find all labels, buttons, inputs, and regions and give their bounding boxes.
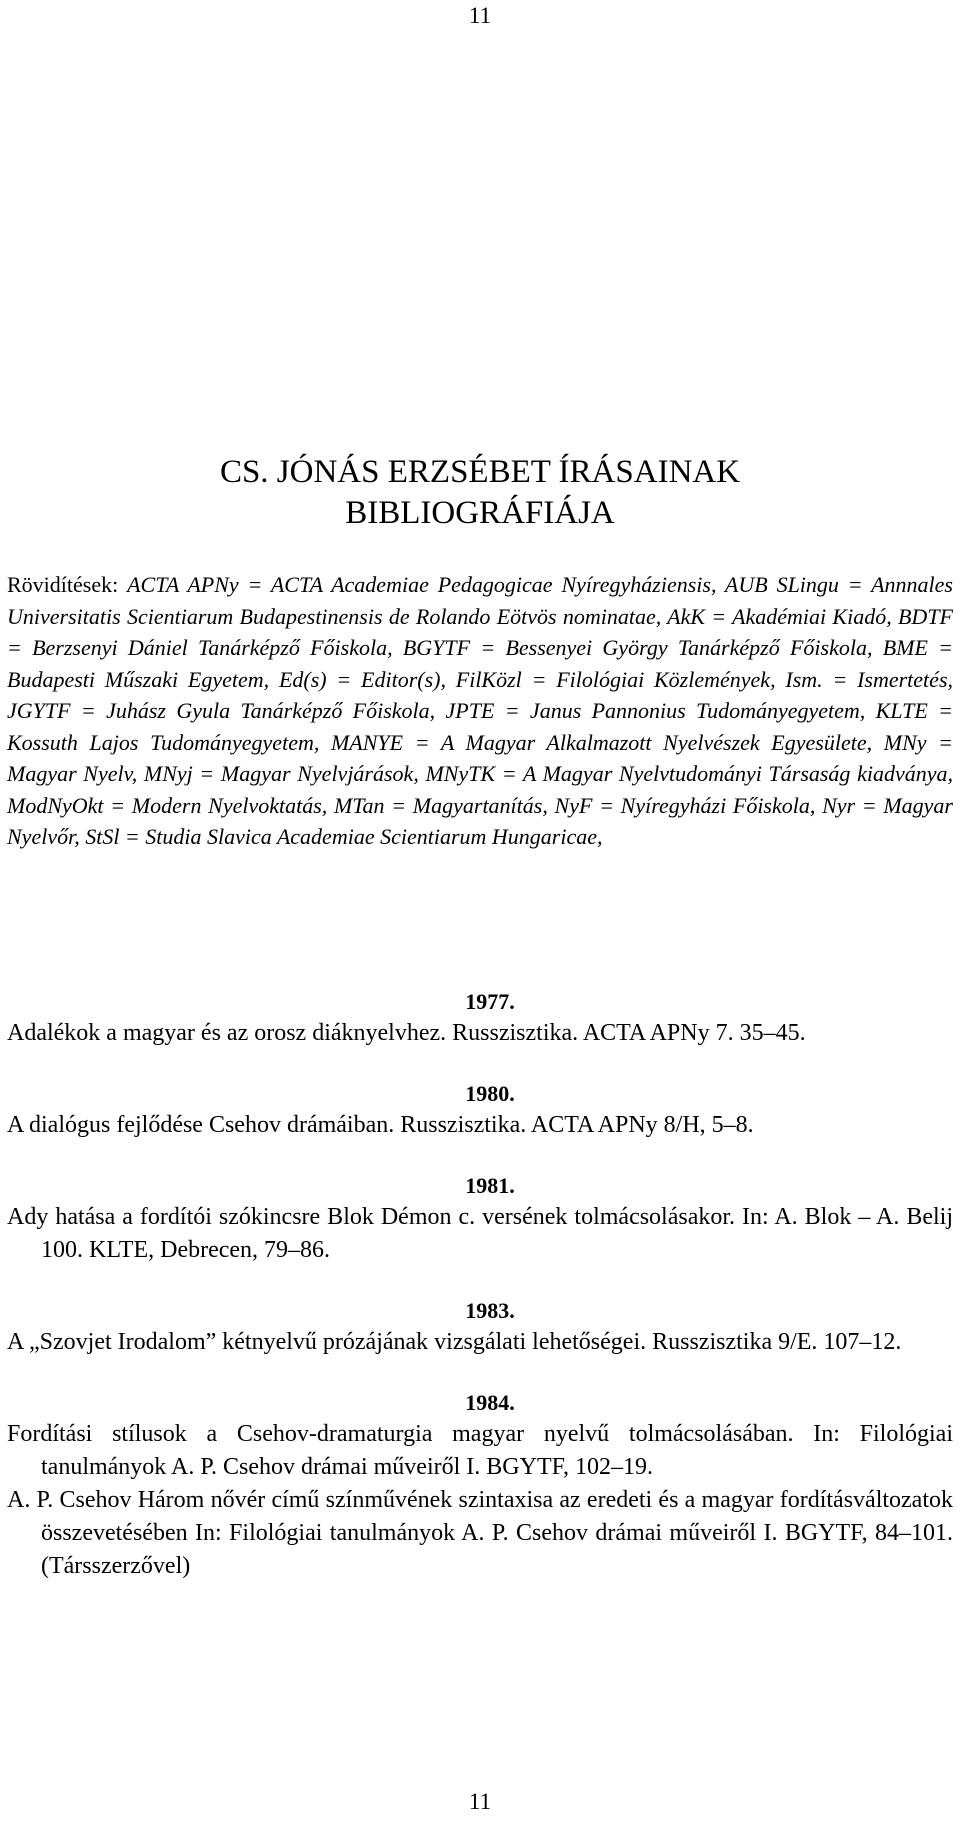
bibliography-entry: Adalékok a magyar és az orosz diáknyelvhez. Russzisztika. ACTA APNy 7. 35–45.: [7, 1020, 806, 1046]
bibliography-list: [7, 986, 953, 1583]
page-number-top: 11: [468, 3, 492, 28]
year-block-1980: [7, 1078, 953, 1142]
year-block-1981: [7, 1170, 953, 1267]
year-block-1977: [7, 986, 953, 1050]
abbreviations-intro: Rövidítések:: [7, 572, 119, 597]
abbreviations-paragraph: [7, 569, 953, 853]
year-heading: 1984.: [465, 1390, 515, 1415]
abbreviations-list: ACTA APNy = ACTA Academiae Pedagogicae Nyíregyháziensis, AUB SLingu = Annnales Universitatis Scientiarum Budapestinensis de Rolando Eötvös nominatae, AkK = Akadémiai Kiadó, BDTF = Berzsenyi Dániel Tanárképző Főiskola, BGYTF = Bessenyei György Tanárképző Főiskola, BME = Budapesti Műszaki Egyetem, Ed(s) = Editor(s), FilKözl = Filológiai Közlemények, Ism. = Ismertetés, JGYTF = Juhász Gyula Tanárképző Főiskola, JPTE = Janus Pannonius Tudományegyetem, KLTE = Kossuth Lajos Tudományegyetem, MANYE = A Magyar Alkalmazott Nyelvészek Egyesülete, MNy = Magyar Nyelv, MNyj = Magyar Nyelvjárások, MNyTK = A Magyar Nyelvtudományi Társaság kiadványa, ModNyOkt = Modern Nyelvoktatás, MTan = Magyartanítás, NyF = Nyíregyházi Főiskola, Nyr = Magyar Nyelvőr, StSl = Studia Slavica Academiae Scientiarum Hungaricae,: [7, 572, 953, 849]
year-heading: 1977.: [465, 989, 515, 1014]
page-title: [0, 452, 960, 534]
bibliography-entry: A „Szovjet Irodalom” kétnyelvű prózájának vizsgálati lehetőségei. Russzisztika 9/E. 107–12.: [7, 1329, 902, 1355]
page-number-bottom: 11: [468, 1789, 492, 1814]
bibliography-entry: Ady hatása a fordítói szókincsre Blok Démon c. versének tolmácsolásakor. In: A. Blok – A. Belij 100. KLTE, Debrecen, 79–86.: [7, 1204, 953, 1263]
bibliography-entry: A dialógus fejlődése Csehov drámáiban. Russzisztika. ACTA APNy 8/H, 5–8.: [7, 1112, 754, 1138]
bibliography-entry: A. P. Csehov Három nővér című színművének szintaxisa az eredeti és a magyar fordításváltozatok összevetésében In: Filológiai tanulmányok A. P. Csehov drámai műveiről I. BGYTF, 84–101. (Társszerzővel): [7, 1487, 953, 1579]
title-line-2: BIBLIOGRÁFIÁJA: [345, 495, 615, 531]
title-line-1: CS. JÓNÁS ERZSÉBET ÍRÁSAINAK: [219, 454, 741, 490]
year-block-1983: [7, 1295, 953, 1359]
year-heading: 1981.: [465, 1173, 515, 1198]
bibliography-entry: Fordítási stílusok a Csehov-dramaturgia magyar nyelvű tolmácsolásában. In: Filológiai tanulmányok A. P. Csehov drámai műveiről I. BGYTF, 102–19.: [7, 1421, 953, 1480]
year-heading: 1980.: [465, 1081, 515, 1106]
year-block-1984: [7, 1387, 953, 1583]
year-heading: 1983.: [465, 1298, 515, 1323]
